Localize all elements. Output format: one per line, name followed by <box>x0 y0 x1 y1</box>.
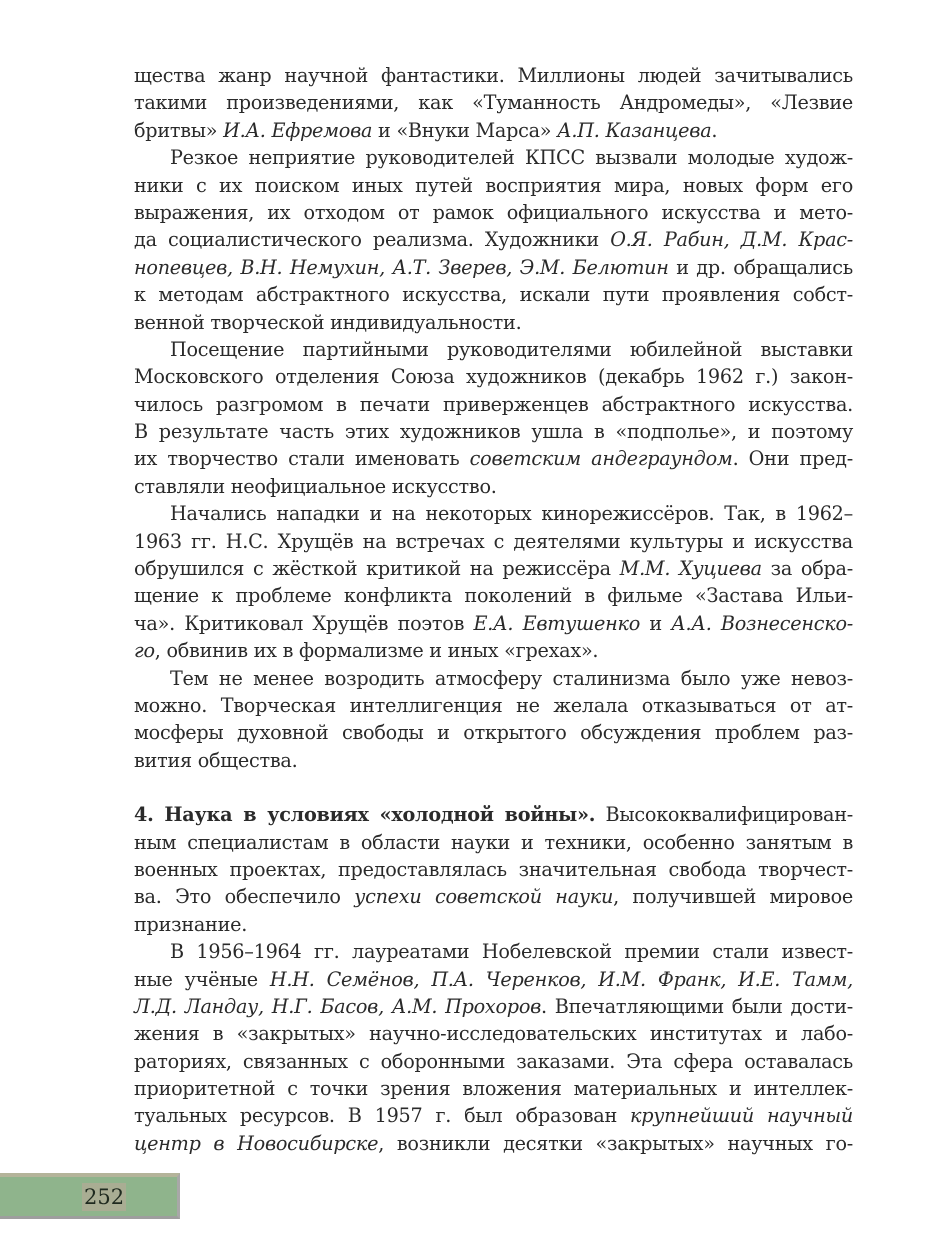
text-line <box>134 254 853 281</box>
text-run: , возникли десятки «закрытых» научных го- <box>378 1131 854 1155</box>
text-line <box>134 911 853 938</box>
section-heading: 4. Наука в условиях «холодной войны». <box>134 803 596 827</box>
text-line <box>134 336 853 363</box>
text-line <box>134 199 853 226</box>
text-line <box>134 445 853 472</box>
text-run: военных проектах, предоставлялась значительная свобода творчест- <box>134 857 853 881</box>
text-line <box>134 144 853 171</box>
text-run: В результате часть этих художников ушла в «подполье», и поэтому <box>134 420 853 444</box>
text-run: . Впечатляющими были дости- <box>541 994 853 1018</box>
text-run: ные учёные <box>134 967 270 991</box>
text-line <box>134 582 853 609</box>
text-run: жения в «закрытых» научно-исследовательских институтах и лабо- <box>134 1022 853 1046</box>
text-line <box>134 856 853 883</box>
text-line <box>134 829 853 856</box>
section-4-heading-paragraph <box>134 801 853 938</box>
paragraph-stalinism-impossible <box>134 665 853 775</box>
text-run: Тем не менее возродить атмосферу сталинизма было уже невоз- <box>170 666 853 690</box>
italic-name: го <box>134 639 155 663</box>
text-line <box>134 1075 853 1102</box>
text-run: раториях, связанных с оборонными заказами. Эта сфера оставалась <box>134 1049 853 1073</box>
text-line <box>134 89 853 116</box>
italic-name: Е.А. Евтушенко <box>473 611 641 635</box>
text-run: можно. Творческая интеллигенция не желала отказываться от ат- <box>134 693 853 717</box>
text-line <box>134 1020 853 1047</box>
italic-name: А.А. Вознесенско- <box>671 611 853 635</box>
text-run: Посещение партийными руководителями юбилейной выставки <box>170 337 853 361</box>
text-line <box>134 500 853 527</box>
text-run: да социалистического реализма. Художники <box>134 228 611 252</box>
text-run: их творчество стали именовать <box>134 447 470 471</box>
text-run: ники с их поиском иных путей восприятия мира, новых форм его <box>134 173 853 197</box>
text-line <box>134 637 853 664</box>
text-run: ва. Это обеспечило <box>134 885 355 909</box>
text-run: и «Внуки Марса» <box>372 118 558 142</box>
text-run: щение к проблеме конфликта поколений в фильме «Застава Ильи- <box>134 584 853 608</box>
text-run: ставляли неофициальное искусство. <box>134 474 497 498</box>
text-run: признание. <box>134 912 248 936</box>
italic-name: М.М. Хуциева <box>619 557 762 581</box>
text-line <box>134 883 853 910</box>
text-line <box>134 938 853 965</box>
text-run: . Они пред- <box>732 447 853 471</box>
italic-name: успехи советской науки <box>354 885 614 909</box>
text-line <box>134 610 853 637</box>
page-number: 252 <box>84 1185 125 1209</box>
italic-name: Л.Д. Ландау, Н.Г. Басов, А.М. Прохоров <box>134 994 542 1018</box>
italic-name: советским андеграундом <box>469 447 733 471</box>
text-line <box>134 391 853 418</box>
text-run: Высококвалифицирован- <box>595 803 853 827</box>
text-line <box>134 528 853 555</box>
text-run: , получившей мировое <box>613 885 853 909</box>
text-run: В 1956–1964 гг. лауреатами Нобелевской премии стали извест- <box>170 940 853 964</box>
text-line <box>134 801 853 828</box>
page-body <box>134 62 853 1157</box>
text-line <box>134 117 853 144</box>
italic-name: О.Я. Рабин, Д.М. Крас- <box>610 228 853 252</box>
paragraph-film-directors <box>134 500 853 664</box>
text-line <box>134 62 853 89</box>
text-run: туальных ресурсов. В 1957 г. был образован <box>134 1104 630 1128</box>
italic-name: крупнейший научный <box>630 1104 853 1128</box>
italic-name: нопевцев, В.Н. Немухин, А.Т. Зверев, Э.М. Белютин <box>134 255 669 279</box>
text-run: и <box>640 611 672 635</box>
text-run: вития общества. <box>134 748 298 772</box>
text-line <box>134 665 853 692</box>
text-run: Резкое неприятие руководителей КПСС вызвали молодые худож- <box>170 146 853 170</box>
text-line <box>134 747 853 774</box>
paragraph-exhibition-1962 <box>134 336 853 500</box>
text-line <box>134 1130 853 1157</box>
text-run: Начались нападки и на некоторых кинорежиссёров. Так, в 1962– <box>170 502 853 526</box>
text-line <box>134 226 853 253</box>
text-line <box>134 555 853 582</box>
text-run: ным специалистам в области науки и техники, особенно занятым в <box>134 830 853 854</box>
text-run: обрушился с жёсткой критикой на режиссёра <box>134 557 620 581</box>
text-run: ча». Критиковал Хрущёв поэтов <box>134 611 474 635</box>
text-line <box>134 309 853 336</box>
text-line <box>134 281 853 308</box>
text-run: выражения, их отходом от рамок официального искусства и мето- <box>134 200 853 224</box>
text-run: за обра- <box>761 557 853 581</box>
page-number-tab <box>0 1173 180 1219</box>
italic-name: Н.Н. Семёнов, П.А. Черенков, И.М. Франк, И.Е. Тамм, <box>269 967 853 991</box>
text-run: . <box>711 118 718 142</box>
text-run: венной творческой индивидуальности. <box>134 310 522 334</box>
text-line <box>134 1048 853 1075</box>
text-run: бритвы» <box>134 118 224 142</box>
text-run: такими произведениями, как «Туманность Андромеды», «Лезвие <box>134 91 853 115</box>
text-run: мосферы духовной свободы и открытого обсуждения проблем раз- <box>134 721 853 745</box>
text-line <box>134 1102 853 1129</box>
text-run: щества жанр научной фантастики. Миллионы людей зачитывались <box>134 64 853 87</box>
text-line <box>134 719 853 746</box>
text-line <box>134 363 853 390</box>
text-line <box>134 966 853 993</box>
text-line <box>134 473 853 500</box>
text-run: чилось разгромом в печати приверженцев абстрактного искусства. <box>134 392 853 416</box>
italic-name: центр в Новосибирске <box>134 1131 379 1155</box>
paragraph-science-fiction <box>134 62 853 144</box>
text-line <box>134 692 853 719</box>
text-run: приоритетной с точки зрения вложения материальных и интеллек- <box>134 1077 853 1101</box>
italic-name: А.П. Казанцева <box>557 118 712 142</box>
section-gap <box>134 774 853 801</box>
text-run: Московского отделения Союза художников (декабрь 1962 г.) закон- <box>134 365 853 389</box>
text-run: , обвинив их в формализме и иных «грехах». <box>154 639 599 663</box>
italic-name: И.А. Ефремова <box>223 118 373 142</box>
text-line <box>134 993 853 1020</box>
text-line <box>134 418 853 445</box>
text-run: 1963 гг. Н.С. Хрущёв на встречах с деятелями культуры и искусства <box>134 529 853 553</box>
paragraph-abstract-artists <box>134 144 853 336</box>
text-run: к методам абстрактного искусства, искали пути проявления собст- <box>134 283 853 307</box>
text-run: и др. обращались <box>668 255 853 279</box>
text-line <box>134 172 853 199</box>
paragraph-nobel-laureates <box>134 938 853 1157</box>
